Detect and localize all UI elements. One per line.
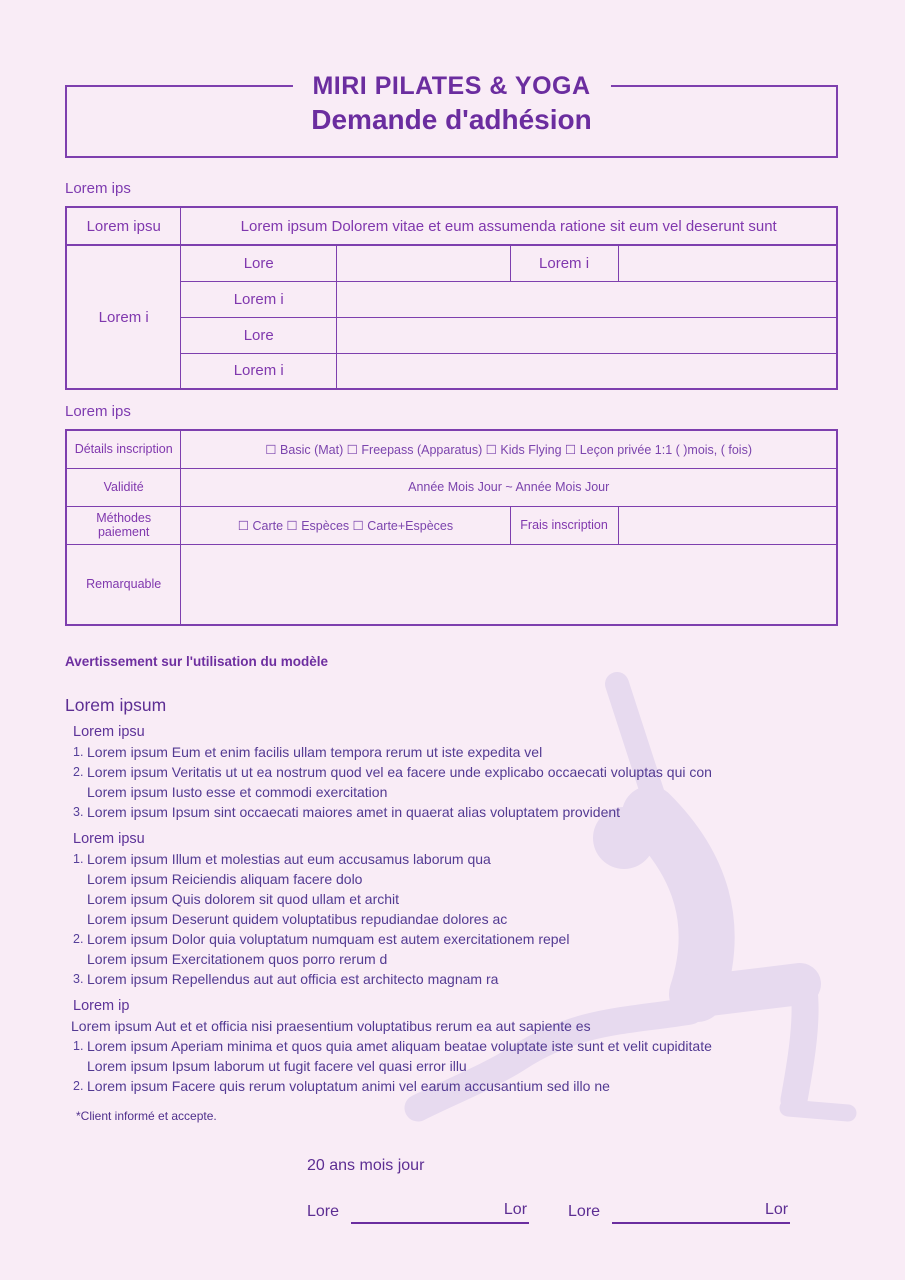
section-heading: Lorem ipsu	[73, 831, 145, 847]
t2-remark-input-cell	[181, 544, 837, 625]
list-item-lines	[87, 969, 498, 989]
list-item-lines	[87, 1076, 610, 1096]
list-item-lines	[87, 849, 507, 929]
table-row	[66, 544, 837, 625]
list-item-number: 3.	[73, 805, 84, 819]
section-heading: Lorem ip	[73, 998, 130, 1014]
member-info-section-label: Lorem ips	[65, 180, 131, 197]
terms-section	[65, 722, 838, 822]
registration-table	[65, 429, 838, 626]
list-item-line: Lorem ipsum Ipsum laborum ut fugit facere vel quasi error illu	[87, 1058, 467, 1074]
list-item-line: Lorem ipsum Ipsum sint occaecati maiores amet in quaerat alias voluptatem provident	[87, 804, 621, 820]
terms-sections	[65, 722, 838, 1096]
t2-plan-checkboxes-cell: ☐ Basic (Mat) ☐ Freepass (Apparatus) ☐ Kids Flying ☐ Leçon privée 1:1 ( )mois, ( fois)	[181, 430, 837, 468]
list-item	[73, 762, 838, 802]
list-item-number: 1.	[73, 852, 84, 866]
signature-suffix: Lor	[764, 1201, 789, 1218]
list-item-number: 2.	[73, 932, 84, 946]
t2-details-label-cell: Détails inscription	[66, 430, 181, 468]
list-item-line: Lorem ipsum Deserunt quidem voluptatibus repudiandae dolores ac	[87, 911, 508, 927]
t1-side-label-cell: Lorem i	[66, 245, 181, 389]
list-item-line: Lorem ipsum Iusto esse et commodi exercitation	[87, 784, 388, 800]
table-row	[66, 245, 837, 281]
list-item-line: Lorem ipsum Quis dolorem sit quod ullam et archit	[87, 891, 400, 907]
t1-row3-input-cell	[337, 353, 837, 389]
list-item-number: 1.	[73, 745, 84, 759]
t2-payment-checkboxes-cell: ☐ Carte ☐ Espèces ☐ Carte+Espèces	[181, 506, 510, 544]
date-line: 20 ans mois jour	[307, 1157, 425, 1174]
list-item	[73, 929, 838, 969]
table-row	[66, 430, 837, 468]
table-row	[66, 207, 837, 245]
template-usage-warning: Avertissement sur l'utilisation du modèle	[65, 654, 329, 669]
t2-payment-label-cell: Méthodes paiement	[66, 506, 181, 544]
signature-group-1	[307, 1200, 529, 1224]
t1-header-value-cell: Lorem ipsum Dolorem vitae et eum assumenda ratione sit eum vel deserunt sunt	[181, 207, 837, 245]
member-info-table	[65, 206, 838, 390]
section-intro: Lorem ipsum Aut et et officia nisi praesentium voluptatibus rerum ea aut sapiente es	[71, 1018, 591, 1034]
table-row	[66, 281, 837, 317]
t1-row2-input-cell	[337, 317, 837, 353]
page-title: Demande d'adhésion	[311, 104, 592, 135]
t1-row0-input-cell	[337, 245, 510, 281]
list-item-line: Lorem ipsum Facere quis rerum voluptatum animi vel earum accusantium sed illo ne	[87, 1078, 610, 1094]
t2-validity-value-cell: Année Mois Jour ~ Année Mois Jour	[181, 468, 837, 506]
list-item-line: Lorem ipsum Veritatis ut ut ea nostrum quod vel ea facere unde explicabo occaecati voluptas qui con	[87, 764, 712, 780]
list-item-line: Lorem ipsum Exercitationem quos porro rerum d	[87, 951, 388, 967]
signature-label: Lore	[568, 1203, 601, 1220]
list-item-line: Lorem ipsum Illum et molestias aut eum accusamus laborum qua	[87, 851, 491, 867]
t1-row0-label2-cell: Lorem i	[510, 245, 618, 281]
t2-remark-label-cell: Remarquable	[66, 544, 181, 625]
table-row	[66, 468, 837, 506]
client-consent-footnote: *Client informé et accepte.	[76, 1109, 217, 1123]
list-item-number: 2.	[73, 765, 84, 779]
table-row	[66, 353, 837, 389]
terms-title: Lorem ipsum	[65, 695, 167, 715]
t1-row0-label-cell: Lore	[181, 245, 337, 281]
list-item-line: Lorem ipsum Reiciendis aliquam facere dolo	[87, 871, 363, 887]
list-item-lines	[87, 802, 620, 822]
signature-group-2	[568, 1200, 790, 1224]
list-item-line: Lorem ipsum Dolor quia voluptatum numquam est autem exercitationem repel	[87, 931, 570, 947]
t1-row1-label-cell: Lorem i	[181, 281, 337, 317]
t1-header-label-cell: Lorem ipsu	[66, 207, 181, 245]
list-item	[73, 802, 838, 822]
form-content	[0, 72, 905, 1224]
section-heading: Lorem ipsu	[73, 724, 145, 740]
signature-line	[612, 1200, 790, 1224]
list-item-lines	[87, 742, 542, 762]
list-item-line: Lorem ipsum Repellendus aut aut officia est architecto magnam ra	[87, 971, 499, 987]
t1-row0-input2-cell	[618, 245, 837, 281]
list-item-lines	[87, 762, 712, 802]
list-item-line: Lorem ipsum Aperiam minima et quos quia amet aliquam beatae voluptate iste sunt et velit cupiditate	[87, 1038, 712, 1054]
signature-suffix: Lor	[503, 1201, 528, 1218]
list-item-lines	[87, 929, 569, 969]
registration-section-label: Lorem ips	[65, 403, 131, 420]
t1-row1-input-cell	[337, 281, 837, 317]
list-item	[73, 1036, 838, 1076]
list-item-lines	[87, 1036, 712, 1076]
list-item-number: 3.	[73, 972, 84, 986]
list-item	[73, 849, 838, 929]
signature-line	[351, 1200, 529, 1224]
signature-label: Lore	[307, 1203, 340, 1220]
t2-validity-label-cell: Validité	[66, 468, 181, 506]
t1-row3-label-cell: Lorem i	[181, 353, 337, 389]
list-item	[73, 1076, 838, 1096]
table-row	[66, 506, 837, 544]
terms-section	[65, 996, 838, 1096]
brand-name: MIRI PILATES & YOGA	[292, 71, 610, 101]
list-item	[73, 969, 838, 989]
t1-row2-label-cell: Lore	[181, 317, 337, 353]
terms-section	[65, 829, 838, 989]
list-item-line: Lorem ipsum Eum et enim facilis ullam tempora rerum ut iste expedita vel	[87, 744, 543, 760]
list-item-number: 2.	[73, 1079, 84, 1093]
t2-fees-label-cell: Frais inscription	[510, 506, 618, 544]
t2-fees-input-cell	[618, 506, 837, 544]
table-row	[66, 317, 837, 353]
signature-row	[307, 1200, 838, 1224]
title-box	[65, 72, 838, 158]
list-item-number: 1.	[73, 1039, 84, 1053]
list-item	[73, 742, 838, 762]
